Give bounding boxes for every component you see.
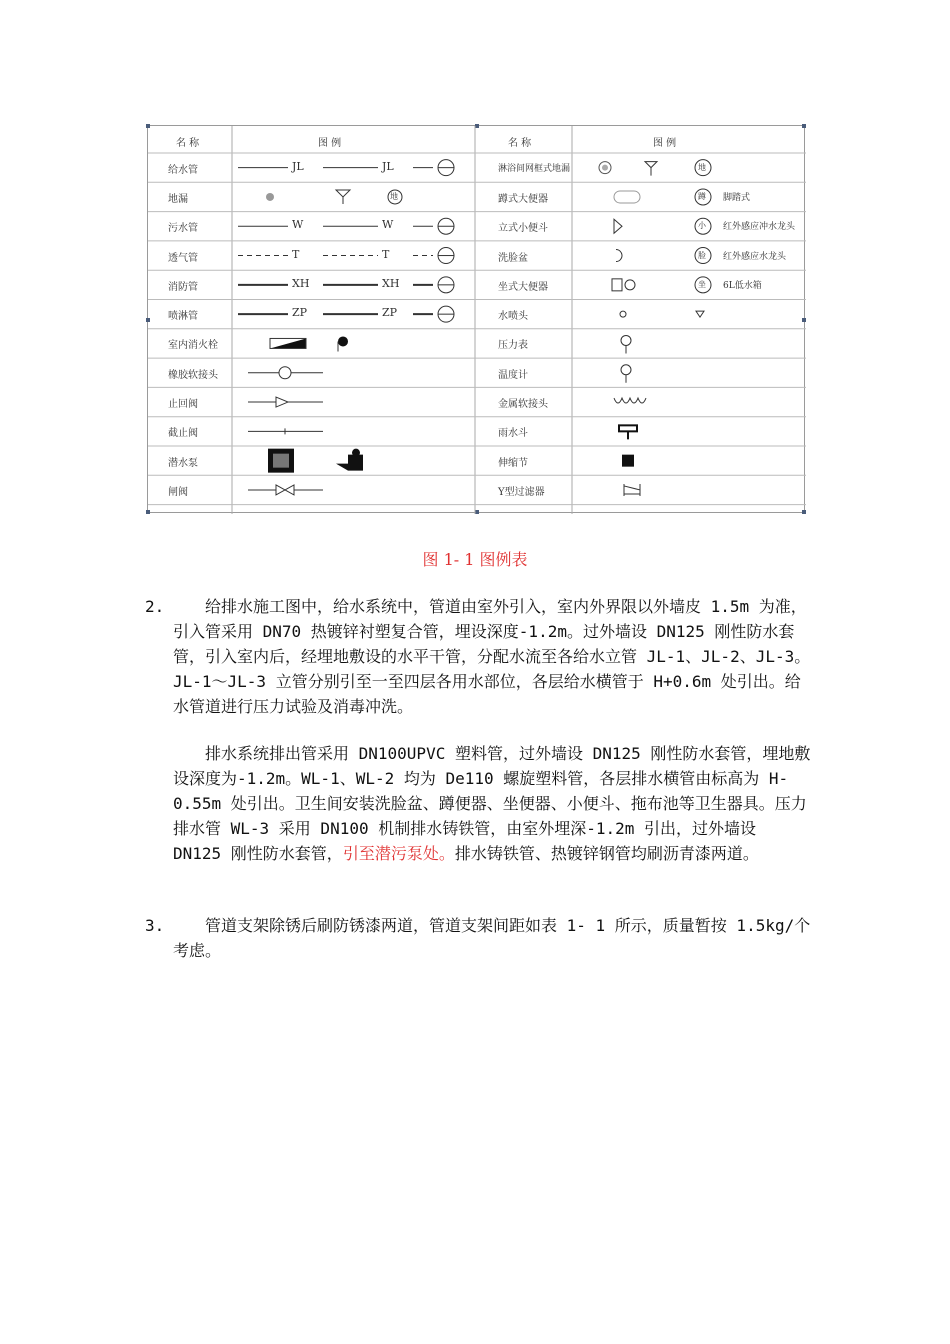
floor-drain-icon (266, 193, 274, 201)
drain-icon (602, 165, 608, 171)
legend-name: 立式小便斗 (498, 223, 548, 235)
fixture-note: 红外感应冲水龙头 (723, 222, 796, 233)
legend-table (147, 125, 805, 513)
figure-caption: 图 1- 1 图例表 (422, 550, 528, 569)
legend-name: 污水管 (168, 223, 198, 235)
y-strainer-icon (624, 484, 640, 496)
urinal-icon (614, 219, 622, 233)
pipe-label: JL (382, 159, 394, 173)
paragraph-supports: 管道支架除锈后刷防锈漆两道，管道支架间距如表 1- 1 所示，质量暂按 1.5kg/个考虑。 (173, 916, 811, 960)
expansion-joint-icon (622, 455, 634, 467)
header-name-right: 名 称 (508, 138, 532, 149)
symbol-label: 地 (698, 162, 706, 172)
hydrant-icon (270, 338, 306, 348)
basin-icon (616, 250, 622, 262)
symbol-label: 坐 (698, 279, 706, 289)
legend-name: 坐式大便器 (498, 281, 548, 293)
header-icon-left: 图 例 (318, 138, 342, 149)
legend-name: 消防管 (168, 281, 198, 293)
pipe-label: XH (382, 276, 400, 290)
flex-joint-icon (614, 398, 646, 403)
symbol-label: 小 (698, 221, 706, 231)
drainage-text-end: 排水铸铁管、热镀锌钢管均刷沥青漆两道。 (454, 844, 759, 863)
legend-name: Y型过滤器 (498, 486, 545, 498)
legend-name: 压力表 (498, 340, 528, 352)
pipe-label: ZP (292, 306, 308, 320)
drainage-text: 排水系统排出管采用 DN100UPVC 塑料管，过外墙设 DN125 刚性防水套管，埋地敷设深度为-1.2m。WL-1、WL-2 均为 De110 螺旋塑料管，各层排水横管由标高为 H-0.55m 处引出。卫生间安装洗脸盆、蹲便器、坐便器、小便斗、拖布池等卫生器具。压力排水管 WL-3 采用 DN100 机制排水铸铁管，由室外埋深-1.2m 引出，过外墙设 DN125 刚性防水套管， (173, 744, 811, 863)
list-number: 3. (145, 916, 165, 935)
legend-name: 截止阀 (168, 428, 198, 440)
sprinkler-icon (620, 311, 626, 317)
fixture-note: 红外感应水龙头 (723, 251, 787, 262)
list-number: 2. (145, 597, 165, 616)
squat-toilet-icon (614, 191, 640, 203)
legend-name: 温度计 (498, 369, 528, 381)
header-name-left: 名 称 (176, 138, 200, 149)
paragraph-water-supply: 给排水施工图中，给水系统中，管道由室外引入，室内外界限以外墙皮 1.5m 为准，引入管采用 DN70 热镀锌衬塑复合管，埋设深度-1.2m。过外墙设 DN125 刚性防水套管，引入室内后，经埋地敷设的水平干管，分配水流至各给水立管 JL-1、JL-2、JL-3。JL-1～JL-3 立管分别引至一至四层各用水部位，各层给水横管于 H+0.6m 处引出。给水管道进行压力试验及消毒冲洗。 (173, 597, 811, 716)
pump-icon (352, 449, 360, 457)
legend-name: 透气管 (168, 252, 198, 264)
hydrant-icon (338, 336, 348, 346)
pipe-label: XH (292, 276, 310, 290)
legend-name: 闸阀 (168, 486, 188, 498)
legend-name: 室内消火栓 (168, 340, 218, 352)
fixture-note: 6L低水箱 (723, 280, 762, 291)
check-valve-icon (276, 397, 288, 407)
pipe-label: W (292, 218, 304, 232)
rain-drain-icon (619, 425, 637, 431)
gate-valve-icon (276, 485, 294, 495)
legend-name: 橡胶软接头 (168, 369, 218, 381)
toilet-icon (625, 280, 635, 290)
symbol-label: 蹲 (698, 191, 706, 201)
symbol-label: 脸 (698, 250, 706, 260)
pump-icon (273, 454, 289, 468)
header-icon-right: 图 例 (653, 138, 677, 149)
pipe-label: T (382, 247, 390, 261)
legend-name: 金属软接头 (498, 399, 548, 411)
gauge-icon (621, 365, 631, 375)
pipe-label: W (382, 218, 394, 232)
pipe-label: T (292, 247, 300, 261)
sprinkler-icon (696, 311, 704, 317)
legend-name: 地漏 (168, 193, 188, 205)
rubber-joint-icon (279, 367, 291, 379)
legend-name: 水喷头 (498, 311, 528, 323)
gauge-icon (621, 335, 631, 345)
legend-name: 蹲式大便器 (498, 193, 548, 205)
legend-name: 洗脸盆 (498, 252, 528, 264)
drain-icon (645, 162, 657, 176)
legend-name: 止回阀 (168, 399, 198, 411)
highlight-text: 引至潜污泵处。 (342, 844, 455, 863)
legend-name: 给水管 (168, 164, 198, 176)
legend-name: 伸缩节 (498, 457, 528, 469)
legend-name: 雨水斗 (498, 428, 528, 440)
legend-grid (148, 126, 806, 514)
pipe-label: ZP (382, 306, 398, 320)
pipe-label: JL (292, 159, 304, 173)
toilet-icon (612, 279, 622, 291)
floor-drain-icon (336, 190, 350, 204)
legend-name: 潜水泵 (168, 457, 198, 469)
fixture-note: 脚踏式 (723, 192, 751, 203)
paragraph-drainage (173, 741, 813, 866)
pump-icon (336, 455, 363, 471)
legend-name: 喷淋管 (168, 311, 198, 323)
legend-name: 淋浴间网框式地漏 (498, 163, 571, 174)
symbol-label: 地 (390, 191, 398, 201)
